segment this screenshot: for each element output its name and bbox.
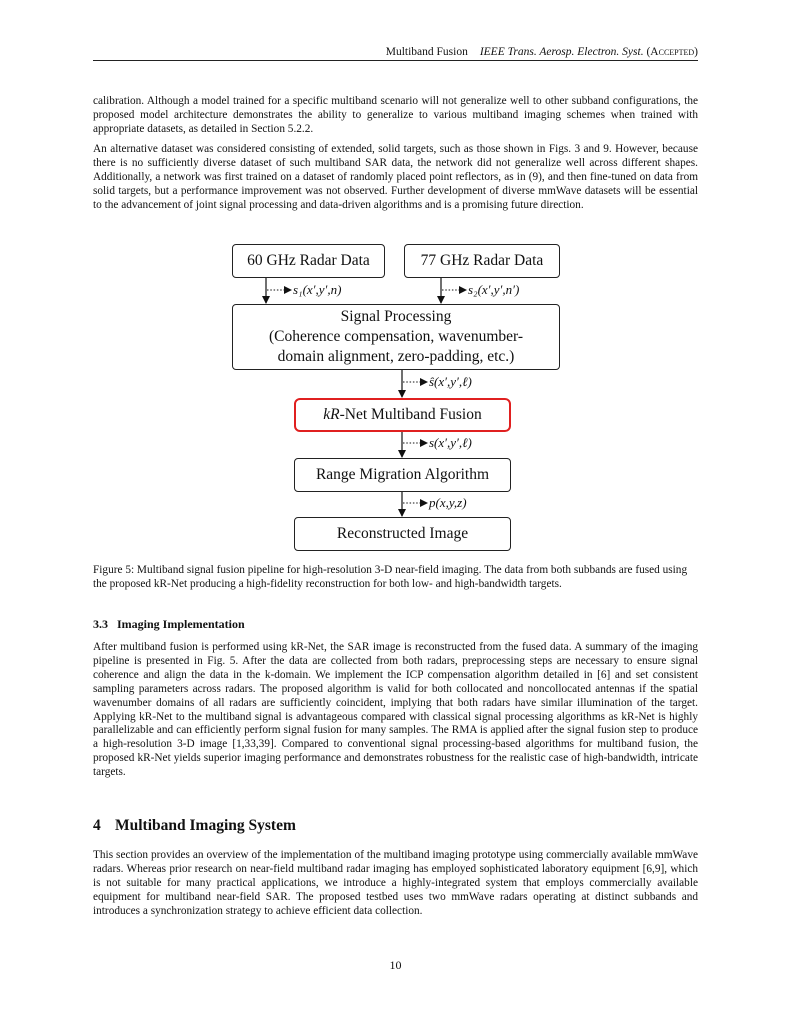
section-3-3-heading (93, 617, 245, 632)
section-4-title: Multiband Imaging System (115, 817, 296, 834)
box-krnet-multiband-fusion (294, 398, 511, 432)
box-60ghz-radar-data: 60 GHz Radar Data (232, 244, 385, 278)
label-s2: s₂(x′,y′,n′) (468, 282, 520, 297)
paragraph-alternative-dataset: An alternative dataset was considered consisting of extended, solid targets, such as those shown in Figs. 3 and 9. However, because there is no sufficiently diverse dataset of such multiband SAR data, the network did not generalize well across different shapes. Additionally, a network was first trained on a dataset of randomly placed point reflectors, as in (9), and then fine-tuned on data from solid targets, but a performance improvement was not observed. Further development of diverse mmWave datasets will be essential to the advancement of joint signal processing and data-driven algorithms and is a promising future direction. (93, 143, 698, 211)
figure-caption: Figure 5: Multiband signal fusion pipeline for high-resolution 3-D near-field imaging. The data from both subbands are fused using the proposed kR-Net producing a high-fidelity reconstruction for both low- and high-bandwidth targets. (93, 564, 688, 590)
sp-line-1: Signal Processing (340, 308, 452, 325)
sp-line-2: (Coherence compensation, wavenumber- (268, 328, 524, 345)
section-3-3-number: 3.3 (93, 617, 108, 631)
section-4-heading (93, 817, 296, 835)
section-4-number: 4 (93, 817, 101, 834)
label-s: s(x′,y′,ℓ) (429, 435, 472, 450)
sp-line-3: domain alignment, zero-padding, etc.) (277, 348, 515, 365)
box-range-migration-algorithm: Range Migration Algorithm (294, 458, 511, 492)
box-signal-processing (232, 304, 560, 370)
paragraph-calibration: calibration. Although a model trained for a specific multiband scenario will not generalize well to other subband configurations, the proposed model architecture demonstrates the ability to generalize to various multiband imaging schemes when trained with appropriate datasets, as detailed in Section 5.2.2. (93, 95, 698, 135)
paragraph-imaging-implementation: After multiband fusion is performed using kR-Net, the SAR image is reconstructed from the fused data. A summary of the imaging pipeline is presented in Fig. 5. After the data are collected from both radars, preprocessing steps are necessary to ensure signal coherence and align the data in the k-domain. We implement the ICP compensation algorithm detailed in [6] and set consistent sampling parameters across radars. The proposed algorithm is valid for both collocated and noncollocated antennas if the spatial wavenumber domains of all radars are sufficiently coincident, implying that both radars have similar illumination of the target. Applying kR-Net to the multiband signal is advantageous compared with classical signal processing algorithms as kR-Net is highly parallelizable and can efficiently perform signal fusion for many samples. The RMA is applied after the signal fusion step to produce a high-resolution 3-D image [1,33,39]. Compared to conventional signal processing-based algorithms for multiband fusion, the proposed kR-Net yields superior imaging performance and demonstrates robustness for the realistic case of high-bandwidth, intricate targets. (93, 641, 698, 779)
label-s1: s₁(x′,y′,n) (293, 282, 342, 297)
box-reconstructed-image: Reconstructed Image (294, 517, 511, 551)
paragraph-multiband-system: This section provides an overview of the implementation of the multiband imaging prototype using commercially available mmWave radars. Whereas prior research on near-field multiband radar imaging has employed sophisticated laboratory equipment [6,9], which is not suitable for many practical applications, we introduce a highly-integrated system that employs commercially available equipment for multiband near-field SAR. The proposed testbed uses two mmWave radars operating at distinct subbands and introduces a synchronization strategy to achieve efficient data collection. (93, 849, 698, 917)
page-number: 10 (389, 958, 402, 972)
label-s-hat: ŝ(x′,y′,ℓ) (429, 374, 472, 389)
krnet-label: -Net Multiband Fusion (339, 406, 482, 423)
section-3-3-title: Imaging Implementation (117, 617, 245, 631)
krnet-prefix: kR (323, 406, 340, 423)
box-77ghz-radar-data: 77 GHz Radar Data (404, 244, 560, 278)
header-short-title: Multiband Fusion (385, 46, 468, 58)
label-p: p(x,y,z) (429, 495, 467, 510)
header-status: (Accepted) (646, 46, 698, 58)
header-journal: IEEE Trans. Aerosp. Electron. Syst. (479, 46, 644, 58)
